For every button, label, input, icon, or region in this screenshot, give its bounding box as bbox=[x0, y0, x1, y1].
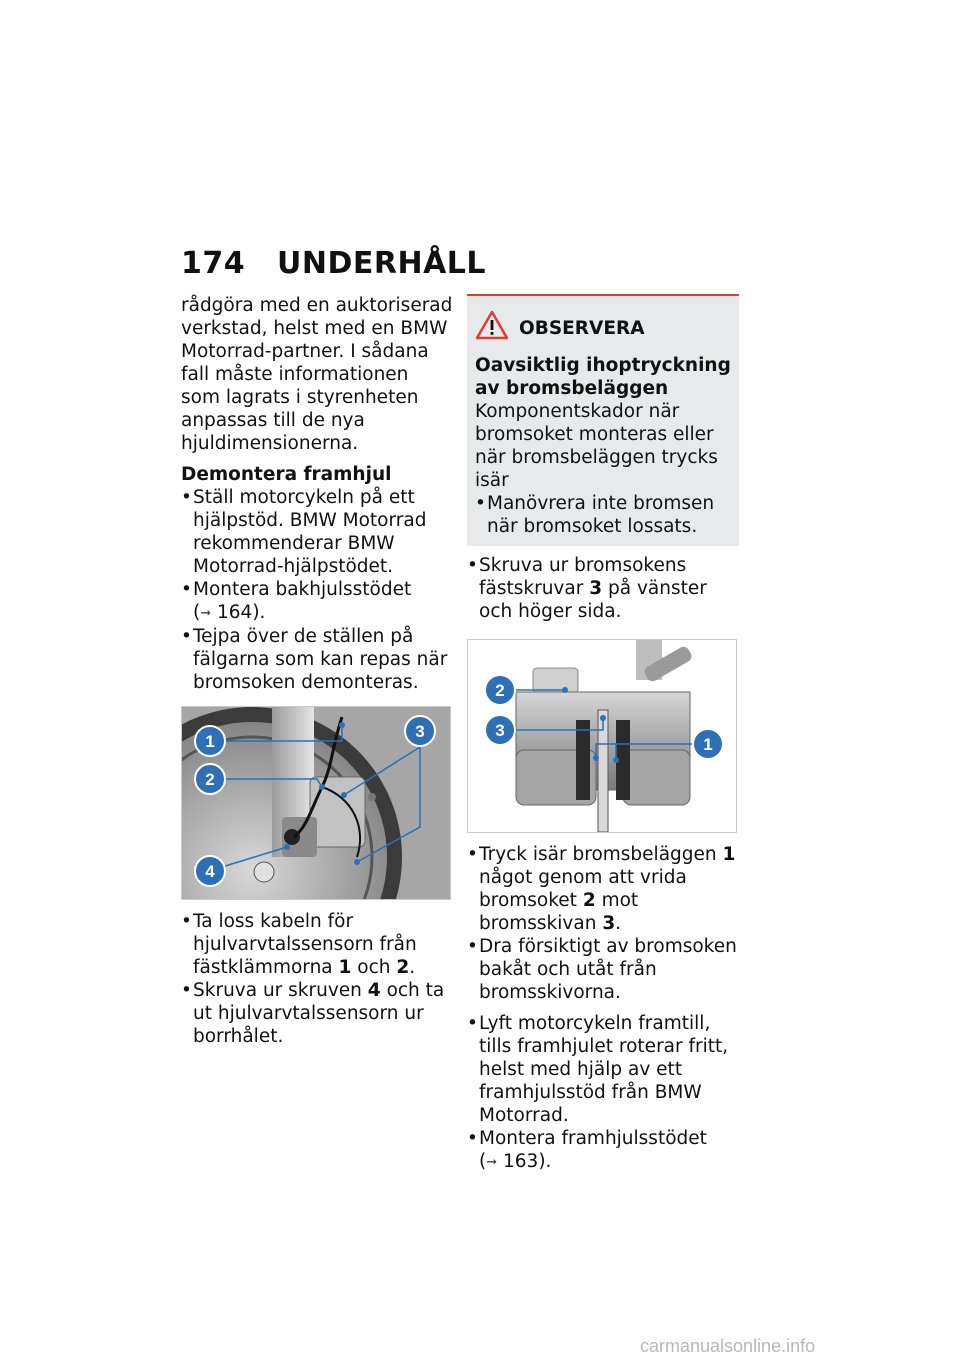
callout-label: 3 bbox=[495, 721, 505, 740]
list-item-text: och bbox=[357, 957, 391, 978]
section-title: UNDERHÅLL bbox=[277, 246, 487, 281]
ref-number: 3 bbox=[589, 578, 603, 599]
warning-triangle-icon bbox=[475, 310, 509, 346]
list-item: • Tejpa över de ställen på fälgarna som kan repas när bromsoken demonteras. bbox=[181, 625, 453, 694]
list-item: • Dra försiktigt av bromsoken bakåt och utåt från bromsskivorna. bbox=[467, 935, 739, 1004]
list-item-text: Montera framhjulsstödet bbox=[479, 1128, 707, 1149]
intro-paragraph: rådgöra med en auktoriserad verkstad, helst med en BMW Motorrad-partner. I sådana fall måste informationen som lagrats i styrenheten anpassas till de nya hjuldimensionerna. bbox=[181, 295, 453, 454]
brake-caliper-illustration bbox=[468, 640, 736, 832]
left-column bbox=[181, 294, 453, 1056]
list-item-text: på vänster och höger sida. bbox=[479, 578, 707, 622]
list-item: • Lyft motorcykeln framtill, tills framhjulet roterar fritt, helst med hjälp av ett framhjulsstöd från BMW Motorrad. bbox=[467, 1012, 739, 1127]
list-item bbox=[467, 843, 739, 935]
list-item bbox=[181, 910, 453, 979]
callout-label: 1 bbox=[205, 732, 215, 751]
callout-label: 1 bbox=[703, 735, 713, 754]
steps-list-c bbox=[467, 554, 739, 623]
page-ref-arrow-icon[interactable]: ➞ bbox=[200, 606, 212, 621]
steps-list-a bbox=[181, 486, 453, 694]
list-item-text: mot bromsskivan bbox=[479, 890, 639, 934]
steps-list-e bbox=[467, 1012, 739, 1174]
list-item-text: . bbox=[409, 957, 416, 978]
ref-number: 2 bbox=[582, 890, 596, 911]
subheading-remove-front-wheel: Demontera framhjul bbox=[181, 464, 392, 485]
ref-number: 3 bbox=[602, 913, 616, 934]
figure-brake-caliper bbox=[467, 639, 737, 833]
callout-label: 2 bbox=[205, 770, 215, 789]
list-item-text: något genom att vrida bromsoket bbox=[479, 867, 687, 911]
list-item bbox=[181, 979, 453, 1048]
list-item-text: Montera bakhjulsstödet bbox=[193, 579, 412, 600]
page-ref[interactable]: 164). bbox=[217, 602, 266, 623]
page-ref-arrow-icon[interactable]: ➞ bbox=[486, 1155, 498, 1170]
callout-label: 4 bbox=[205, 862, 215, 881]
notice-list bbox=[475, 492, 731, 538]
page-header bbox=[181, 246, 486, 281]
list-item-text: Skruva ur bromsokens fästskruvar bbox=[479, 555, 687, 599]
page-ref[interactable]: 163). bbox=[503, 1151, 552, 1172]
list-item-text: . bbox=[615, 913, 622, 934]
notice-title-row bbox=[475, 310, 731, 346]
watermark-text: carmanualsonline.info bbox=[640, 1336, 816, 1356]
notice-body: Komponentskador när bromsoket monteras eller när bromsbeläggen trycks isär bbox=[475, 401, 718, 491]
callout-label: 2 bbox=[495, 681, 505, 700]
list-item-text: och ta ut hjulvarvtalssensorn ur borrhålet. bbox=[193, 980, 445, 1047]
ref-number: 1 bbox=[722, 844, 736, 865]
figure-front-wheel-sensor bbox=[181, 706, 451, 900]
ref-number: 1 bbox=[338, 957, 352, 978]
list-item-text: Ta loss kabeln för hjulvarvtalssensorn från fästklämmorna bbox=[193, 911, 417, 978]
list-item-text: Skruva ur skruven bbox=[193, 980, 362, 1001]
list-item-text: Tryck isär bromsbeläggen bbox=[479, 844, 717, 865]
caution-notice bbox=[467, 294, 739, 546]
list-item: • Montera framhjulsstödet (➞ 163). bbox=[467, 1127, 739, 1174]
callout-label: 3 bbox=[415, 722, 425, 741]
right-column bbox=[467, 294, 739, 1182]
steps-list-b bbox=[181, 910, 453, 1048]
ref-number: 4 bbox=[367, 980, 381, 1001]
list-item bbox=[467, 554, 739, 623]
ref-number: 2 bbox=[396, 957, 410, 978]
list-item: • Ställ motorcykeln på ett hjälpstöd. BMW Motorrad rekommenderar BMW Motorrad-hjälpstödet. bbox=[181, 486, 453, 578]
notice-title: OBSERVERA bbox=[519, 317, 645, 339]
steps-list-d bbox=[467, 843, 739, 1004]
page-number: 174 bbox=[181, 246, 246, 281]
list-item: • Montera bakhjulsstödet (➞ 164). bbox=[181, 578, 453, 625]
front-wheel-illustration bbox=[182, 707, 450, 899]
list-item: • Manövrera inte bromsen när bromsoket lossats. bbox=[475, 492, 731, 538]
notice-headline: Oavsiktlig ihoptryckning av bromsbeläggen bbox=[475, 355, 731, 399]
